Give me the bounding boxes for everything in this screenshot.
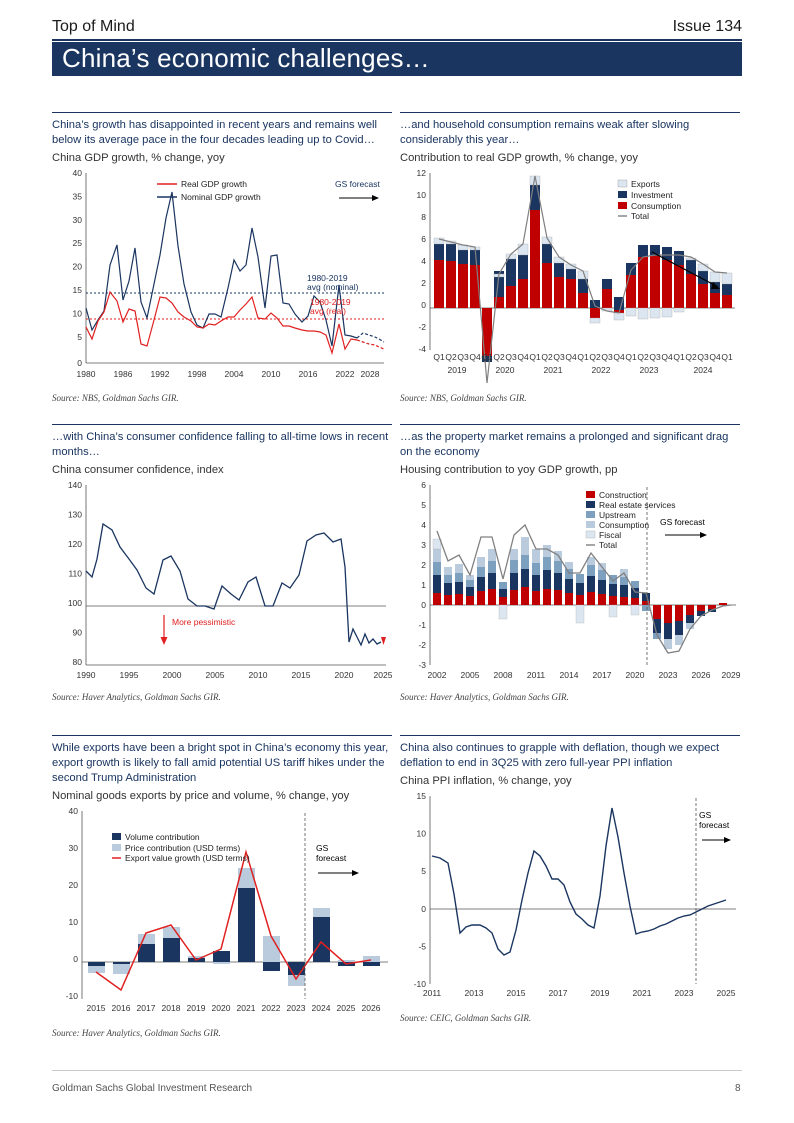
svg-text:2026: 2026 [691,669,711,680]
svg-text:2015: 2015 [291,669,311,680]
svg-text:2016: 2016 [111,1002,131,1013]
svg-text:2025: 2025 [373,669,392,680]
svg-text:2017: 2017 [592,669,612,680]
svg-text:2022: 2022 [261,1002,281,1013]
svg-text:2021: 2021 [236,1002,256,1013]
svg-text:2015: 2015 [86,1002,106,1013]
svg-text:100: 100 [67,597,82,608]
svg-text:1995: 1995 [119,669,139,680]
confidence-annotation: More pessimistic [172,616,236,627]
svg-text:2023: 2023 [658,669,678,680]
svg-text:2023: 2023 [286,1002,306,1013]
svg-text:40: 40 [72,167,82,178]
svg-text:2014: 2014 [559,669,579,680]
svg-text:1980: 1980 [76,368,96,379]
panel-exports-head: While exports have been a bright spot in China’s economy this year, export growth is likely to fall amid potential US tariff hikes under the second Trump Administration [52,735,392,786]
panel-ppi [400,735,740,1023]
svg-text:2021: 2021 [543,364,563,375]
svg-text:5: 5 [421,865,426,876]
svg-text:2022: 2022 [335,368,355,379]
svg-text:GS: GS [699,809,712,820]
svg-text:12: 12 [416,167,426,178]
chart-ppi [400,788,740,1010]
panel-property-head: …as the property market remains a prolonged and significant drag on the economy [400,424,740,460]
svg-text:10: 10 [416,189,426,200]
svg-text:2011: 2011 [422,987,442,998]
svg-text:1998: 1998 [187,368,207,379]
svg-text:30: 30 [68,842,78,853]
panel-consumption-subtitle: Contribution to real GDP growth, % change, yoy [400,151,638,164]
svg-text:2020: 2020 [625,669,645,680]
svg-text:20: 20 [72,261,82,272]
chart-growth [52,165,392,390]
svg-text:130: 130 [67,509,82,520]
svg-text:Nominal GDP growth: Nominal GDP growth [181,191,261,202]
svg-text:Q3: Q3 [553,351,565,362]
panel-growth [52,112,392,403]
svg-text:8: 8 [421,211,426,222]
svg-text:10: 10 [72,308,82,319]
svg-text:0: 0 [421,903,426,914]
svg-text:0: 0 [421,299,426,310]
svg-text:2025: 2025 [716,987,736,998]
panel-growth-head: China’s growth has disappointed in recent years and remains well below its average pace in the four decades leading up to Covid… [52,112,392,148]
svg-text:2010: 2010 [261,368,281,379]
svg-text:0: 0 [77,357,82,368]
svg-text:35: 35 [72,191,82,202]
svg-text:2000: 2000 [162,669,182,680]
svg-text:-1: -1 [418,619,426,630]
svg-text:80: 80 [72,656,82,667]
svg-text:Q1: Q1 [433,351,445,362]
page-number: 8 [735,1083,741,1094]
svg-text:-4: -4 [418,343,426,354]
svg-text:2024: 2024 [693,364,713,375]
svg-text:Q1: Q1 [577,351,589,362]
svg-text:2: 2 [421,277,426,288]
svg-text:4: 4 [421,519,426,530]
svg-text:-5: -5 [418,941,426,952]
svg-text:-10: -10 [413,978,426,989]
svg-text:Consumption: Consumption [599,519,650,530]
svg-text:-3: -3 [418,659,426,670]
panel-consumption [400,112,740,403]
svg-text:Q1: Q1 [625,351,637,362]
svg-text:Export value growth (USD terms: Export value growth (USD terms) [125,852,250,863]
svg-text:Upstream: Upstream [599,509,636,520]
footer-text: Goldman Sachs Global Investment Research [52,1083,253,1094]
svg-text:avg (real): avg (real) [310,305,346,316]
svg-text:Q2: Q2 [685,351,697,362]
panel-property [400,424,740,702]
chart-confidence [52,477,392,689]
svg-text:2028: 2028 [360,368,380,379]
svg-text:2024: 2024 [311,1002,331,1013]
svg-text:2015: 2015 [506,987,526,998]
svg-text:Q4: Q4 [661,351,673,362]
svg-text:90: 90 [72,627,82,638]
panel-confidence-source: Source: Haver Analytics, Goldman Sachs GIR. [52,691,221,702]
svg-text:2005: 2005 [205,669,225,680]
svg-text:Exports: Exports [631,178,660,189]
svg-text:Q4: Q4 [565,351,577,362]
page-header [52,18,742,41]
svg-text:-2: -2 [418,321,426,332]
svg-text:140: 140 [67,479,82,490]
svg-text:forecast: forecast [699,819,730,830]
svg-text:10: 10 [416,828,426,839]
svg-text:15: 15 [416,790,426,801]
svg-text:1990: 1990 [76,669,96,680]
svg-text:Price contribution (USD terms): Price contribution (USD terms) [125,842,241,853]
svg-text:Q1: Q1 [721,351,733,362]
svg-text:GS: GS [316,842,329,853]
panel-ppi-source: Source: CEIC, Goldman Sachs GIR. [400,1012,532,1023]
svg-text:Q4: Q4 [613,351,625,362]
svg-text:Q4: Q4 [469,351,481,362]
svg-text:Q3: Q3 [649,351,661,362]
svg-text:Real estate services: Real estate services [599,499,676,510]
svg-text:forecast: forecast [316,852,347,863]
page-title: China’s economic challenges… [62,43,430,73]
svg-text:2019: 2019 [590,987,610,998]
svg-text:GS forecast: GS forecast [335,178,380,189]
svg-text:2019: 2019 [186,1002,206,1013]
svg-text:120: 120 [67,538,82,549]
header-title-left: Top of Mind [52,18,135,35]
svg-text:Q3: Q3 [697,351,709,362]
svg-text:1986: 1986 [113,368,133,379]
chart-consumption [400,165,740,390]
panel-growth-source: Source: NBS, Goldman Sachs GIR. [52,392,179,403]
panel-property-subtitle: Housing contribution to yoy GDP growth, pp [400,463,618,476]
svg-text:2010: 2010 [248,669,268,680]
panel-exports-subtitle: Nominal goods exports by price and volume, % change, yoy [52,789,350,802]
svg-text:Q1: Q1 [673,351,685,362]
svg-text:2011: 2011 [526,669,546,680]
svg-text:Total: Total [631,210,649,221]
svg-text:0: 0 [73,953,78,964]
svg-text:Construction: Construction [599,489,647,500]
svg-text:Q4: Q4 [709,351,721,362]
svg-text:110: 110 [68,568,82,579]
chart-property [400,477,740,689]
svg-text:-10: -10 [65,990,78,1001]
svg-text:Q1: Q1 [529,351,541,362]
svg-text:Q2: Q2 [541,351,553,362]
svg-text:40: 40 [68,805,78,816]
panel-ppi-subtitle: China PPI inflation, % change, yoy [400,774,572,787]
svg-text:1980-2019: 1980-2019 [310,296,351,307]
svg-text:30: 30 [72,214,82,225]
panel-growth-subtitle: China GDP growth, % change, yoy [52,151,225,164]
panel-confidence-subtitle: China consumer confidence, index [52,463,224,476]
panel-exports [52,735,392,1038]
svg-text:Q2: Q2 [637,351,649,362]
svg-text:2029: 2029 [721,669,740,680]
svg-text:1980-2019: 1980-2019 [307,272,348,283]
svg-text:Consumption: Consumption [631,200,682,211]
svg-text:2025: 2025 [336,1002,356,1013]
svg-text:avg (nominal): avg (nominal) [307,281,359,292]
svg-text:1: 1 [421,579,426,590]
svg-text:Total: Total [599,539,617,550]
svg-text:Real GDP growth: Real GDP growth [181,178,247,189]
svg-text:Q3: Q3 [505,351,517,362]
svg-text:2020: 2020 [211,1002,231,1013]
svg-text:Q3: Q3 [601,351,613,362]
svg-text:2004: 2004 [224,368,244,379]
svg-text:2005: 2005 [460,669,480,680]
panel-exports-source: Source: Haver Analytics, Goldman Sachs GIR. [52,1027,221,1038]
svg-text:2026: 2026 [361,1002,381,1013]
svg-text:2020: 2020 [334,669,354,680]
svg-text:Volume contribution: Volume contribution [125,831,200,842]
svg-text:10: 10 [68,916,78,927]
svg-text:3: 3 [421,539,426,550]
svg-text:Fiscal: Fiscal [599,529,622,540]
footer-divider [52,1070,742,1071]
svg-text:4: 4 [421,255,426,266]
svg-text:1992: 1992 [150,368,170,379]
svg-text:2008: 2008 [493,669,513,680]
svg-text:5: 5 [421,499,426,510]
svg-text:2021: 2021 [632,987,652,998]
svg-text:15: 15 [72,284,82,295]
svg-text:2018: 2018 [161,1002,181,1013]
svg-text:2017: 2017 [136,1002,156,1013]
svg-text:GS forecast: GS forecast [660,516,705,527]
svg-text:-2: -2 [418,639,426,650]
svg-text:Q2: Q2 [589,351,601,362]
svg-text:Investment: Investment [631,189,673,200]
svg-text:2: 2 [421,559,426,570]
svg-text:2013: 2013 [464,987,484,998]
svg-text:Q3: Q3 [457,351,469,362]
panel-consumption-head: …and household consumption remains weak after slowing considerably this year… [400,112,740,148]
svg-text:2023: 2023 [639,364,659,375]
svg-text:2017: 2017 [548,987,568,998]
panel-ppi-head: China also continues to grapple with deflation, though we expect deflation to end in 3Q25 with zero full-year PPI inflation [400,735,740,771]
svg-text:Q1: Q1 [481,351,493,362]
svg-text:2002: 2002 [427,669,447,680]
panel-confidence [52,424,392,702]
page-title-band [52,42,742,76]
svg-text:5: 5 [77,331,82,342]
svg-text:6: 6 [421,233,426,244]
svg-text:Q2: Q2 [493,351,505,362]
svg-text:20: 20 [68,879,78,890]
svg-text:0: 0 [421,599,426,610]
svg-text:2016: 2016 [298,368,318,379]
svg-text:2022: 2022 [591,364,611,375]
header-issue: Issue 134 [672,18,742,35]
svg-text:Q2: Q2 [445,351,457,362]
svg-text:2023: 2023 [674,987,694,998]
svg-text:2020: 2020 [495,364,515,375]
panel-consumption-source: Source: NBS, Goldman Sachs GIR. [400,392,527,403]
svg-text:6: 6 [421,479,426,490]
panel-confidence-head: …with China’s consumer confidence falling to all-time lows in recent months… [52,424,392,460]
svg-text:Q4: Q4 [517,351,529,362]
chart-exports [52,803,392,1025]
svg-text:2019: 2019 [447,364,467,375]
svg-text:25: 25 [72,237,82,248]
panel-property-source: Source: Haver Analytics, Goldman Sachs GIR. [400,691,569,702]
